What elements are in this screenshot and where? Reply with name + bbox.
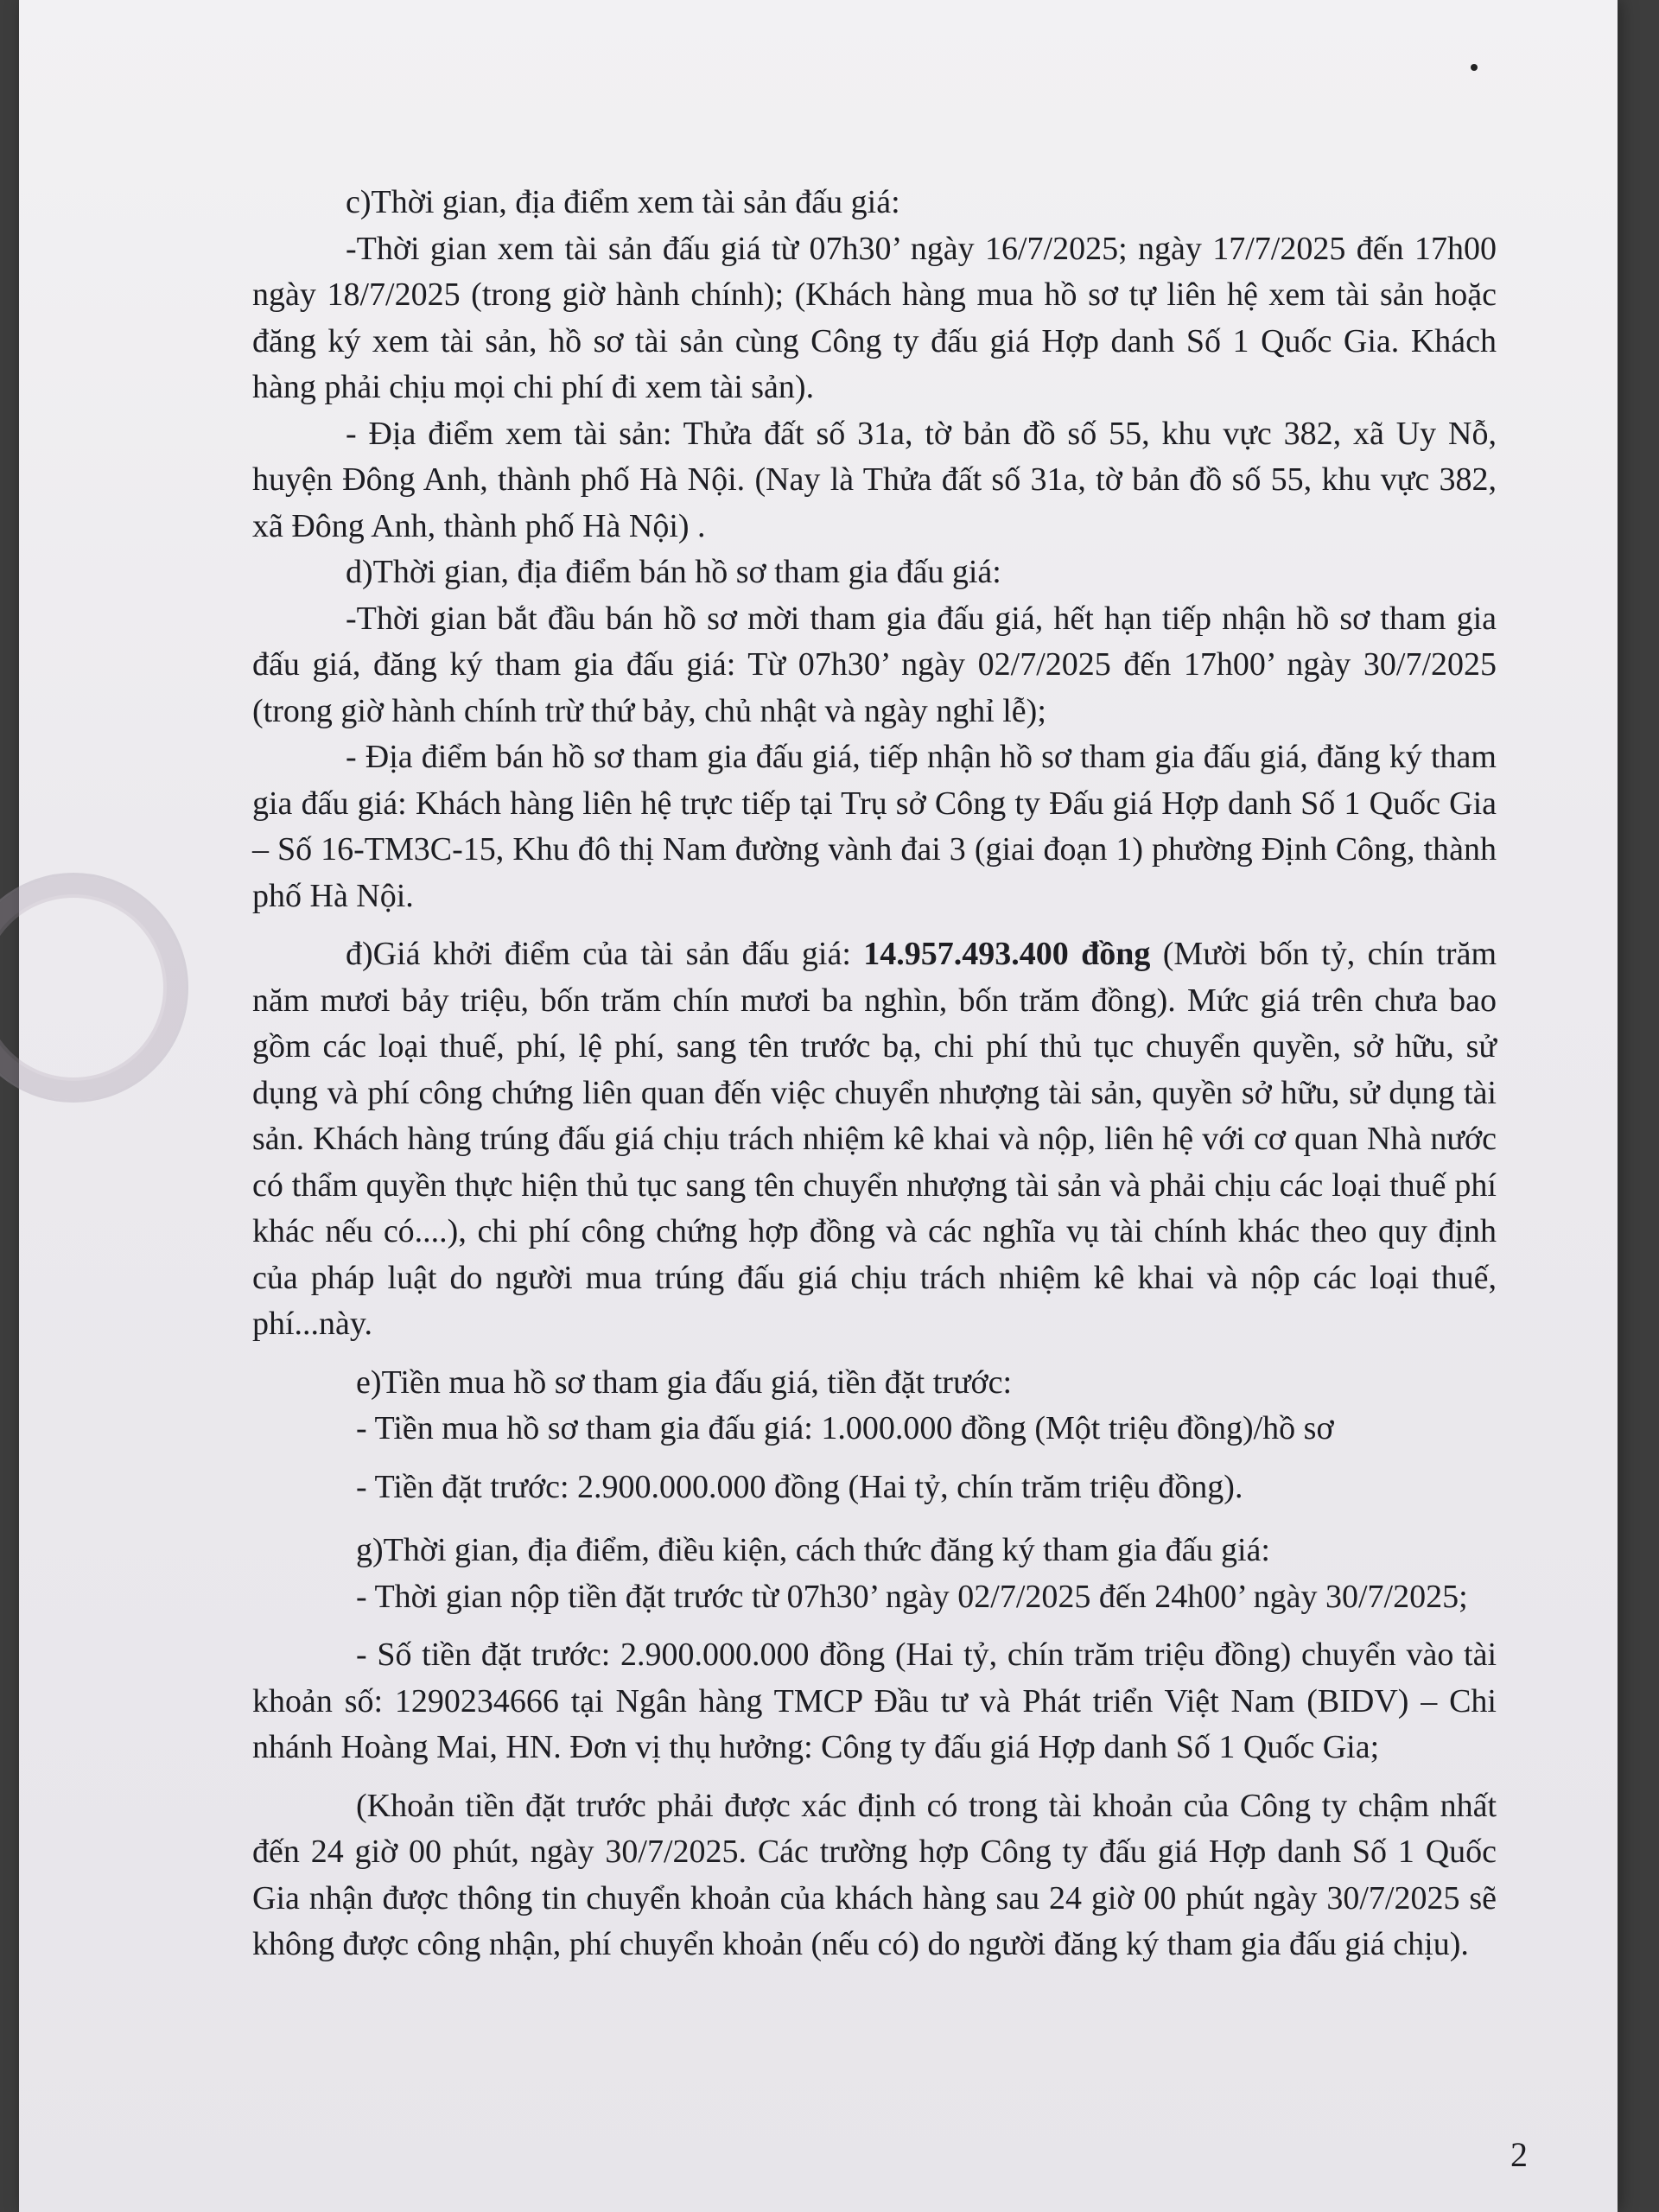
section-e-heading: e)Tiền mua hồ sơ tham gia đấu giá, tiền đặt trước: bbox=[356, 1363, 1013, 1401]
faded-seal-stamp bbox=[0, 873, 188, 1103]
section-dd-lead: đ)Giá khởi điểm của tài sản đấu giá: bbox=[346, 936, 864, 972]
section-g-paragraph-3: (Khoản tiền đặt trước phải được xác định có trong tài khoản của Công ty chậm nhất đến 24 giờ 00 phút, ngày 30/7/2025. Các trường hợp Công ty đấu giá Hợp danh Số 1 Quốc Gia nhận được thông tin chuyển khoản của khách hàng sau 24 giờ 00 phút ngày 30/7/2025 sẽ không được công nhận, phí chuyển khoản (nếu có) do người đăng ký tham gia đấu giá chịu). bbox=[252, 1787, 1497, 1962]
document-page bbox=[19, 0, 1618, 2212]
section-d-heading: d)Thời gian, địa điểm bán hồ sơ tham gia đấu giá: bbox=[346, 554, 1001, 590]
section-g-paragraph-1: - Thời gian nộp tiền đặt trước từ 07h30’ ngày 02/7/2025 đến 24h00’ ngày 30/7/2025; bbox=[356, 1578, 1468, 1615]
document-body bbox=[252, 180, 1497, 1968]
section-g-paragraph-2: - Số tiền đặt trước: 2.900.000.000 đồng (Hai tỷ, chín trăm triệu đồng) chuyển vào tài khoản số: 1290234666 tại Ngân hàng TMCP Đầu tư và Phát triển Việt Nam (BIDV) – Chi nhánh Hoàng Mai, HN. Đơn vị thụ hưởng: Công ty đấu giá Hợp danh Số 1 Quốc Gia; bbox=[252, 1637, 1497, 1765]
starting-price: 14.957.493.400 đồng bbox=[863, 936, 1151, 972]
ink-dot bbox=[1471, 64, 1478, 71]
section-dd-paragraph bbox=[252, 931, 1497, 1348]
section-e-paragraph-2: - Tiền đặt trước: 2.900.000.000 đồng (Hai tỷ, chín trăm triệu đồng). bbox=[356, 1468, 1243, 1505]
section-c-paragraph-1: -Thời gian xem tài sản đấu giá từ 07h30’ ngày 16/7/2025; ngày 17/7/2025 đến 17h00 ngày 18/7/2025 (trong giờ hành chính); (Khách hàng mua hồ sơ tự liên hệ xem tài sản hoặc đăng ký xem tài sản, hồ sơ tài sản cùng Công ty đấu giá Hợp danh Số 1 Quốc Gia. Khách hàng phải chịu mọi chi phí đi xem tài sản). bbox=[252, 230, 1497, 405]
section-dd-rest: (Mười bốn tỷ, chín trăm năm mươi bảy triệu, bốn trăm chín mươi ba nghìn, bốn trăm đồng). Mức giá trên chưa bao gồm các loại thuế, phí, lệ phí, sang tên trước bạ, chi phí thủ tục chuyển quyền, sở hữu, sử dụng và phí công chứng liên quan đến việc chuyển nhượng tài sản, quyền sở hữu, sử dụng tài sản. Khách hàng trúng đấu giá chịu trách nhiệm kê khai và nộp, liên hệ với cơ quan Nhà nước có thẩm quyền thực hiện thủ tục sang tên chuyển nhượng tài sản và phải chịu các loại thuế phí khác nếu có....), chi phí công chứng hợp đồng và các nghĩa vụ tài chính khác theo quy định của pháp luật do người mua trúng đấu giá chịu trách nhiệm kê khai và nộp các loại thuế, phí...này. bbox=[252, 936, 1497, 1342]
section-c-heading: c)Thời gian, địa điểm xem tài sản đấu giá: bbox=[346, 184, 900, 220]
section-c-paragraph-2: - Địa điểm xem tài sản: Thửa đất số 31a, tờ bản đồ số 55, khu vực 382, xã Uy Nỗ, huyện Đông Anh, thành phố Hà Nội. (Nay là Thửa đất số 31a, tờ bản đồ số 55, khu vực 382, xã Đông Anh, thành phố Hà Nội) . bbox=[252, 415, 1497, 544]
section-e-paragraph-1: - Tiền mua hồ sơ tham gia đấu giá: 1.000.000 đồng (Một triệu đồng)/hồ sơ bbox=[356, 1410, 1334, 1446]
section-g-heading: g)Thời gian, địa điểm, điều kiện, cách thức đăng ký tham gia đấu giá: bbox=[356, 1532, 1270, 1568]
page-number: 2 bbox=[1510, 2135, 1528, 2174]
section-d-paragraph-1: -Thời gian bắt đầu bán hồ sơ mời tham gia đấu giá, hết hạn tiếp nhận hồ sơ tham gia đấu giá, đăng ký tham gia đấu giá: Từ 07h30’ ngày 02/7/2025 đến 17h00’ ngày 30/7/2025 (trong giờ hành chính trừ thứ bảy, chủ nhật và ngày nghỉ lễ); bbox=[252, 600, 1497, 729]
section-d-paragraph-2: - Địa điểm bán hồ sơ tham gia đấu giá, tiếp nhận hồ sơ tham gia đấu giá, đăng ký tham gia đấu giá: Khách hàng liên hệ trực tiếp tại Trụ sở Công ty Đấu giá Hợp danh Số 1 Quốc Gia – Số 16-TM3C-15, Khu đô thị Nam đường vành đai 3 (giai đoạn 1) phường Định Công, thành phố Hà Nội. bbox=[252, 739, 1497, 914]
